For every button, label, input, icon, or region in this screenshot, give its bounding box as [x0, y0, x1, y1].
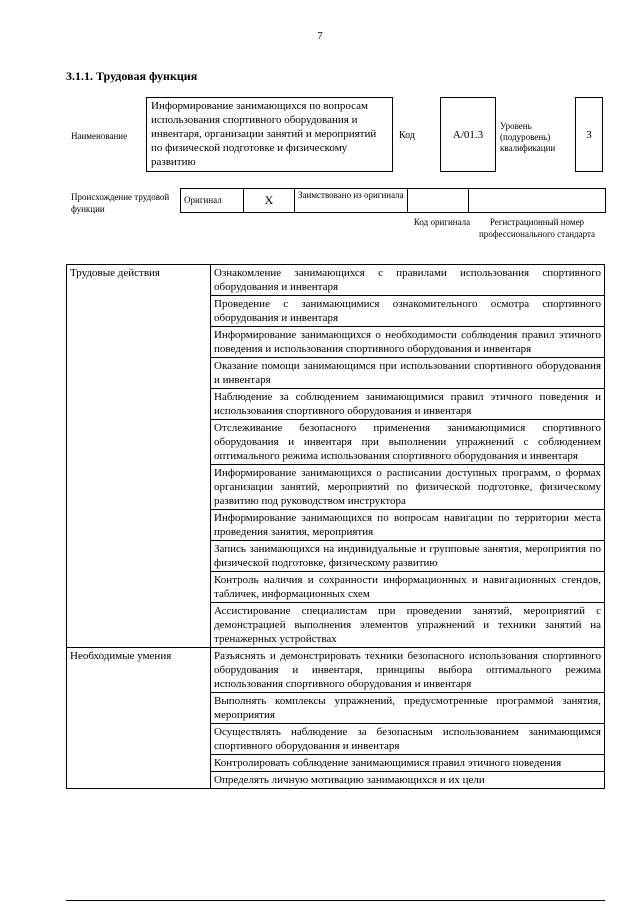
- section-label: Трудовые действия: [67, 265, 211, 648]
- original-mark: X: [244, 189, 295, 212]
- code-value-box: A/01.3: [440, 97, 496, 172]
- table-cell: Отслеживание безопасного применения занимающимися спортивного оборудования и инвентаря при выполнении упражнений с соблюдением оптимального режима использования спортивного оборудования и инвентаря: [211, 420, 605, 465]
- table-cell: Выполнять комплексы упражнений, предусмотренные программой занятия, мероприятия: [211, 693, 605, 724]
- table-cell: Разъяснять и демонстрировать техники безопасного использования спортивного оборудования и инвентаря, принципы выбора оптимального режима использования спортивного оборудования и инвентаря: [211, 648, 605, 693]
- level-label: Уровень (подуровень) квалификации: [500, 121, 556, 153]
- function-table: [66, 264, 605, 789]
- origin-row: [180, 188, 606, 213]
- borrowed-label: Заимствовано из оригинала: [295, 189, 408, 212]
- table-row: [67, 265, 605, 296]
- table-cell: Проведение с занимающимися ознакомительного осмотра спортивного оборудования и инвентаря: [211, 296, 605, 327]
- table-cell: Определять личную мотивацию занимающихся и их цели: [211, 772, 605, 789]
- table-cell: Информирование занимающихся по вопросам навигации по территории места проведения занятия, мероприятия: [211, 510, 605, 541]
- code-original-cell: [408, 189, 469, 212]
- table-cell: Информирование занимающихся о расписании доступных программ, о формах организации занятий, мероприятий по физической подготовке, физическому развитию под руководством инструктора: [211, 465, 605, 510]
- section-label: Необходимые умения: [67, 648, 211, 789]
- reg-number-caption: Регистрационный номер профессионального стандарта: [478, 217, 596, 239]
- table-cell: Контроль наличия и сохранности информационных и навигационных стендов, табличек, информационных схем: [211, 572, 605, 603]
- reg-number-cell: [469, 189, 605, 212]
- table-cell: Наблюдение за соблюдением занимающимися правил этичного поведения и использования спортивного оборудования и инвентаря: [211, 389, 605, 420]
- function-name-box: Информирование занимающихся по вопросам использования спортивного оборудования и инвентаря, организации занятий и мероприятий по физической подготовке и физическому развитию: [146, 97, 393, 172]
- table-cell: Контролировать соблюдение занимающимися правил этичного поведения: [211, 755, 605, 772]
- table-cell: Информирование занимающихся о необходимости соблюдения правил этичного поведения и использования спортивного оборудования и инвентаря: [211, 327, 605, 358]
- table-cell: Ассистирование специалистам при проведении занятий, мероприятий с демонстрацией выполнения элементов упражнений и техники занятий на тренажерных устройствах: [211, 603, 605, 648]
- table-cell: Ознакомление занимающихся с правилами использования спортивного оборудования и инвентаря: [211, 265, 605, 296]
- code-original-caption: Код оригинала: [413, 217, 471, 227]
- origin-label: Происхождение трудовой функции: [71, 192, 170, 214]
- table-cell: Запись занимающихся на индивидуальные и групповые занятия, мероприятия по физической подготовке, физическому развитию: [211, 541, 605, 572]
- code-label: Код: [399, 130, 415, 141]
- table-cell: Осуществлять наблюдение за безопасным использованием занимающимся спортивного оборудования и инвентаря: [211, 724, 605, 755]
- original-label: Оригинал: [181, 189, 244, 212]
- section-title: 3.1.1. Трудовая функция: [66, 69, 198, 83]
- table-row: [67, 648, 605, 693]
- page-number: 7: [317, 30, 323, 42]
- table-cell: Оказание помощи занимающимся при использовании спортивного оборудования и инвентаря: [211, 358, 605, 389]
- name-label: Наименование: [71, 131, 128, 141]
- page-bottom-border: [66, 900, 605, 901]
- level-value-box: 3: [575, 97, 603, 172]
